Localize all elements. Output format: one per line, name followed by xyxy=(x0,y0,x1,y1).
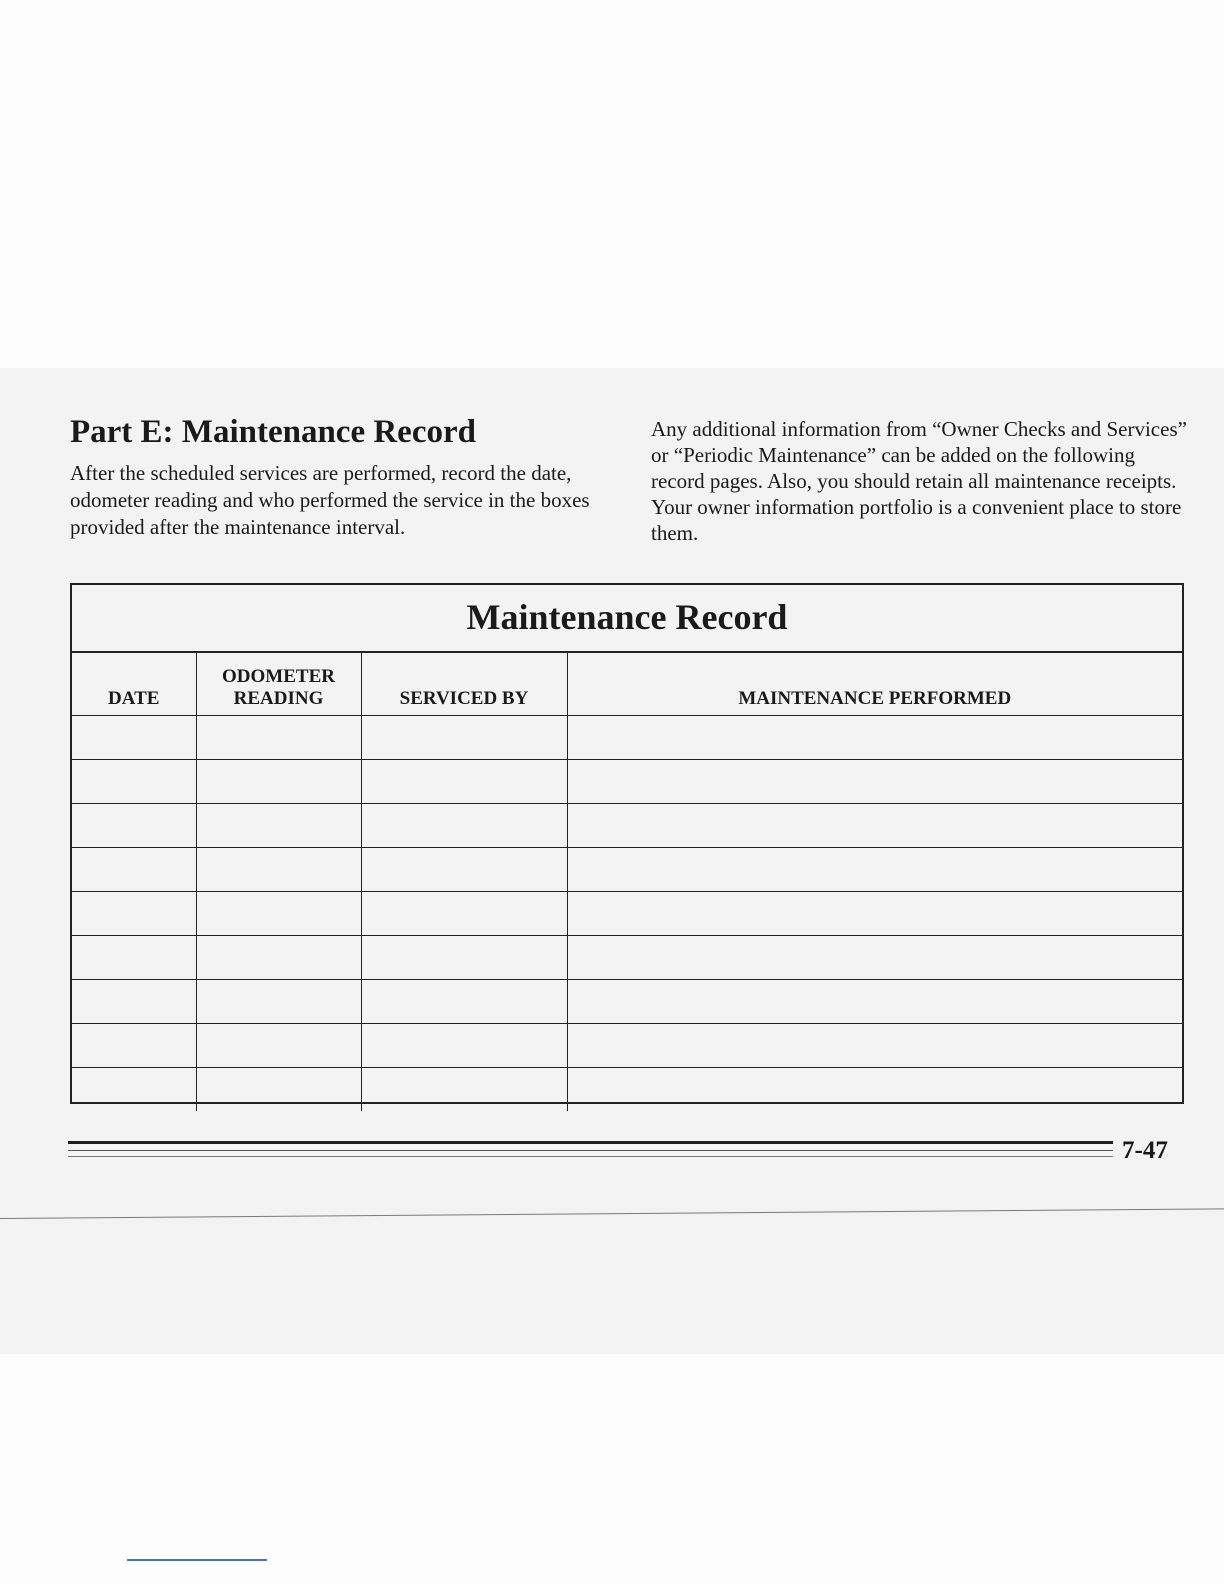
cell-odometer[interactable] xyxy=(196,1068,361,1112)
cell-date[interactable] xyxy=(72,892,196,936)
footer-rule xyxy=(68,1141,1113,1144)
cell-maintenance-performed[interactable] xyxy=(567,980,1182,1024)
cell-maintenance-performed[interactable] xyxy=(567,760,1182,804)
table-row xyxy=(72,1024,1182,1068)
intro-paragraph: After the scheduled services are performed, record the date, odometer reading and who performed the service in the boxes provided after the maintenance interval. xyxy=(70,461,590,539)
table-row xyxy=(72,1068,1182,1112)
cell-odometer[interactable] xyxy=(196,892,361,936)
blue-underline-mark xyxy=(127,1559,267,1561)
footer-rule xyxy=(68,1156,1113,1157)
cell-maintenance-performed[interactable] xyxy=(567,716,1182,760)
cell-maintenance-performed[interactable] xyxy=(567,848,1182,892)
footer-rule xyxy=(68,1150,1113,1151)
additional-info-paragraph: Any additional information from “Owner Checks and Services” or “Periodic Maintenance” can be added on the following record pages. Also, you should retain all maintenance receipts. Your owner information portfolio is a convenient place to store them. xyxy=(651,417,1187,545)
column-header-maintenance-performed: MAINTENANCE PERFORMED xyxy=(567,653,1182,716)
table-row xyxy=(72,804,1182,848)
cell-serviced-by[interactable] xyxy=(361,804,567,848)
cell-maintenance-performed[interactable] xyxy=(567,804,1182,848)
table-row xyxy=(72,716,1182,760)
table-row xyxy=(72,936,1182,980)
cell-serviced-by[interactable] xyxy=(361,892,567,936)
page-number: 7-47 xyxy=(1122,1137,1168,1164)
cell-date[interactable] xyxy=(72,980,196,1024)
cell-date[interactable] xyxy=(72,1068,196,1112)
cell-date[interactable] xyxy=(72,804,196,848)
cell-odometer[interactable] xyxy=(196,1024,361,1068)
section-heading: Part E: Maintenance Record xyxy=(70,414,476,450)
table-header-row xyxy=(72,653,1182,716)
record-title: Maintenance Record xyxy=(72,585,1182,653)
cell-serviced-by[interactable] xyxy=(361,1024,567,1068)
table-row xyxy=(72,760,1182,804)
cell-maintenance-performed[interactable] xyxy=(567,1068,1182,1112)
cell-serviced-by[interactable] xyxy=(361,936,567,980)
cell-maintenance-performed[interactable] xyxy=(567,892,1182,936)
odometer-header-line2: READING xyxy=(233,688,324,709)
cell-serviced-by[interactable] xyxy=(361,716,567,760)
cell-odometer[interactable] xyxy=(196,760,361,804)
column-header-date: DATE xyxy=(72,653,196,716)
cell-odometer[interactable] xyxy=(196,936,361,980)
cell-odometer[interactable] xyxy=(196,804,361,848)
cell-odometer[interactable] xyxy=(196,980,361,1024)
table-row xyxy=(72,848,1182,892)
cell-serviced-by[interactable] xyxy=(361,1068,567,1112)
maintenance-record-form xyxy=(70,583,1184,1104)
cell-maintenance-performed[interactable] xyxy=(567,1024,1182,1068)
column-header-odometer-reading xyxy=(196,653,361,716)
cell-date[interactable] xyxy=(72,936,196,980)
cell-odometer[interactable] xyxy=(196,848,361,892)
table-row xyxy=(72,892,1182,936)
record-table xyxy=(72,653,1182,1111)
odometer-header-line1: ODOMETER xyxy=(222,666,335,687)
cell-odometer[interactable] xyxy=(196,716,361,760)
cell-serviced-by[interactable] xyxy=(361,848,567,892)
cell-date[interactable] xyxy=(72,760,196,804)
cell-date[interactable] xyxy=(72,716,196,760)
column-header-serviced-by: SERVICED BY xyxy=(361,653,567,716)
cell-date[interactable] xyxy=(72,1024,196,1068)
cell-serviced-by[interactable] xyxy=(361,980,567,1024)
table-row xyxy=(72,980,1182,1024)
cell-maintenance-performed[interactable] xyxy=(567,936,1182,980)
record-rows xyxy=(72,716,1182,1112)
cell-serviced-by[interactable] xyxy=(361,760,567,804)
cell-date[interactable] xyxy=(72,848,196,892)
